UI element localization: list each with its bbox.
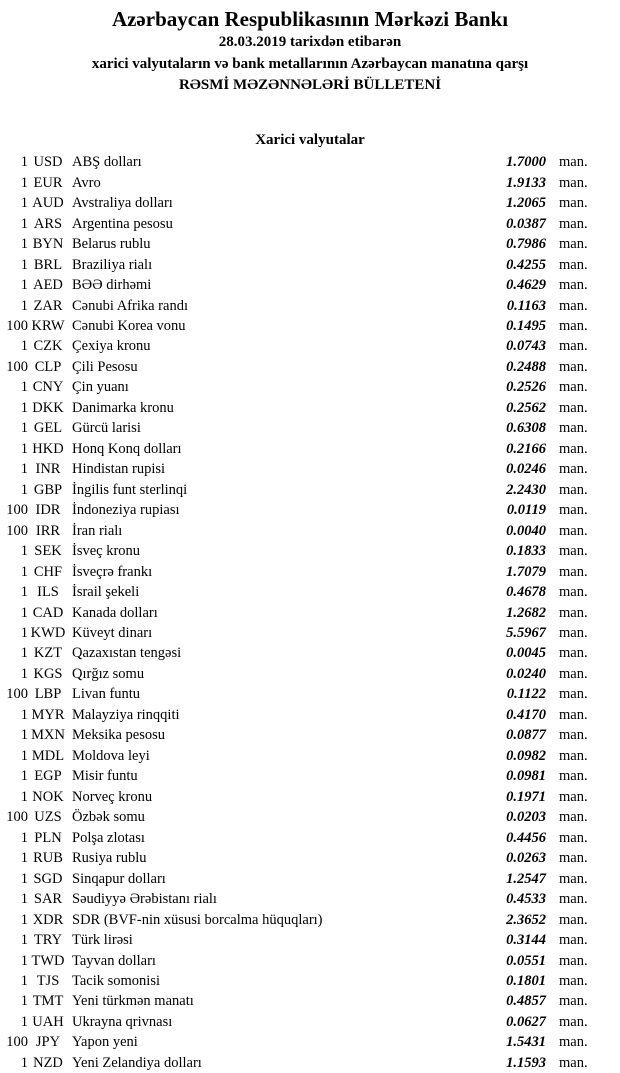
currency-code: AUD: [32, 195, 64, 212]
currency-name: Danimarka kronu: [72, 399, 174, 416]
currency-name: Avstraliya dolları: [72, 195, 173, 212]
currency-rate: 1.2547: [506, 870, 546, 887]
currency-quantity: 1: [20, 932, 28, 949]
currency-code: MDL: [31, 747, 65, 764]
unit-label: man.: [559, 747, 588, 764]
currency-row: [0, 193, 620, 213]
currency-name: Küveyt dinarı: [72, 625, 153, 642]
currency-code: MXN: [31, 727, 65, 744]
unit-label: man.: [559, 195, 588, 212]
currency-row: [0, 746, 620, 766]
currency-row: [0, 296, 620, 316]
currency-name: Çexiya kronu: [72, 338, 151, 355]
currency-code: CAD: [32, 604, 64, 621]
currency-name: Gürcü larisi: [72, 420, 141, 437]
currency-row: [0, 255, 620, 275]
currency-code: NOK: [32, 788, 64, 805]
unit-label: man.: [559, 788, 588, 805]
currency-name: Sinqapur dolları: [72, 870, 166, 887]
currency-rate: 0.4255: [506, 256, 546, 273]
currency-name: Yeni Zelandiya dolları: [72, 1054, 202, 1071]
unit-label: man.: [559, 850, 588, 867]
currency-row: [0, 623, 620, 643]
currency-rate: 1.1593: [506, 1054, 546, 1071]
unit-label: man.: [559, 481, 588, 498]
currency-row: [0, 910, 620, 930]
currency-rate: 0.2526: [506, 379, 546, 396]
currency-code: NZD: [33, 1054, 63, 1071]
currency-name: Norveç kronu: [72, 788, 153, 805]
currency-quantity: 1: [20, 829, 28, 846]
currency-code: GEL: [33, 420, 63, 437]
currency-row: [0, 930, 620, 950]
currency-rate: 0.4170: [506, 706, 546, 723]
currency-rate: 0.4533: [506, 891, 546, 908]
unit-label: man.: [559, 1054, 588, 1071]
currency-code: BRL: [33, 256, 63, 273]
currency-name: Hindistan rupisi: [72, 461, 166, 478]
currency-code: KRW: [31, 317, 65, 334]
currency-row: [0, 153, 620, 173]
currency-row: [0, 767, 620, 787]
bank-title: Azərbaycan Respublikasının Mərkəzi Bankı: [111, 7, 509, 31]
currency-rate: 0.0240: [506, 665, 546, 682]
currency-code: CZK: [33, 338, 63, 355]
currency-row: [0, 828, 620, 848]
currency-code: UZS: [34, 809, 62, 826]
currency-row: [0, 971, 620, 991]
currency-name: BƏƏ dirhəmi: [72, 277, 152, 294]
currency-quantity: 1: [20, 154, 28, 171]
currency-quantity: 1: [20, 195, 28, 212]
currency-quantity: 1: [20, 625, 28, 642]
currency-name: Avro: [72, 174, 101, 191]
currency-quantity: 1: [20, 604, 28, 621]
currency-row: [0, 316, 620, 336]
currency-rate: 0.0119: [506, 502, 546, 519]
currency-rate: 0.7986: [506, 236, 546, 253]
unit-label: man.: [559, 154, 588, 171]
currency-name: Səudiyyə Ərəbistanı rialı: [72, 891, 217, 908]
currency-rate: 1.2682: [506, 604, 546, 621]
currency-row: [0, 541, 620, 561]
currency-quantity: 1: [20, 481, 28, 498]
currency-row: [0, 234, 620, 254]
currency-quantity: 1: [20, 665, 28, 682]
unit-label: man.: [559, 256, 588, 273]
currency-code: SEK: [34, 543, 62, 560]
currency-code: DKK: [32, 399, 64, 416]
currency-rate: 0.0743: [506, 338, 546, 355]
currency-code: ARS: [33, 215, 63, 232]
unit-label: man.: [559, 317, 588, 334]
currency-quantity: 1: [20, 768, 28, 785]
currency-row: [0, 1053, 620, 1073]
currency-quantity: 1: [20, 727, 28, 744]
currency-code: TMT: [32, 993, 64, 1010]
unit-label: man.: [559, 338, 588, 355]
currency-row: [0, 705, 620, 725]
currency-name: Rusiya rublu: [72, 850, 147, 867]
currency-code: KZT: [33, 645, 63, 662]
currency-row: [0, 337, 620, 357]
currency-code: EUR: [33, 174, 63, 191]
currency-rate: 0.1495: [506, 317, 546, 334]
exchange-rates-table: [0, 153, 620, 1073]
currency-name: İngilis funt sterlinqi: [72, 481, 188, 498]
currency-rate: 0.4456: [506, 829, 546, 846]
currency-code: SGD: [33, 870, 63, 887]
unit-label: man.: [559, 829, 588, 846]
currency-rate: 0.0040: [506, 522, 546, 539]
currency-quantity: 1: [20, 850, 28, 867]
currency-code: TWD: [31, 952, 65, 969]
currency-quantity: 1: [20, 788, 28, 805]
currency-quantity: 1: [20, 645, 28, 662]
currency-row: [0, 398, 620, 418]
unit-label: man.: [559, 911, 588, 928]
currency-code: USD: [33, 154, 63, 171]
currency-rate: 0.0877: [506, 727, 546, 744]
currency-name: Argentina pesosu: [72, 215, 173, 232]
currency-row: [0, 275, 620, 295]
currency-name: Malayziya rinqqiti: [72, 706, 180, 723]
currency-row: [0, 603, 620, 623]
currency-name: Braziliya rialı: [72, 256, 153, 273]
currency-row: [0, 992, 620, 1012]
currency-code: EGP: [34, 768, 62, 785]
unit-label: man.: [559, 543, 588, 560]
currency-quantity: 1: [20, 440, 28, 457]
currency-row: [0, 869, 620, 889]
currency-rate: 0.6308: [506, 420, 546, 437]
unit-label: man.: [559, 174, 588, 191]
unit-label: man.: [559, 1013, 588, 1030]
currency-name: Tacik somonisi: [72, 972, 160, 989]
currency-quantity: 100: [6, 1034, 28, 1051]
unit-label: man.: [559, 563, 588, 580]
unit-label: man.: [559, 461, 588, 478]
currency-row: [0, 664, 620, 684]
currency-code: BYN: [32, 236, 64, 253]
currency-code: KGS: [33, 665, 63, 682]
currency-name: Cənubi Afrika randı: [72, 297, 188, 314]
currency-row: [0, 582, 620, 602]
unit-label: man.: [559, 297, 588, 314]
unit-label: man.: [559, 379, 588, 396]
currency-rate: 0.1801: [506, 972, 546, 989]
currency-row: [0, 848, 620, 868]
currency-quantity: 1: [20, 891, 28, 908]
currency-rate: 0.1971: [506, 788, 546, 805]
currency-rate: 0.0045: [506, 645, 546, 662]
currency-row: [0, 787, 620, 807]
bulletin-title: RƏSMİ MƏZƏNNƏLƏRİ BÜLLETENİ: [178, 77, 442, 93]
unit-label: man.: [559, 440, 588, 457]
currency-code: CHF: [33, 563, 63, 580]
currency-quantity: 1: [20, 706, 28, 723]
currency-code: PLN: [34, 829, 62, 846]
unit-label: man.: [559, 891, 588, 908]
unit-label: man.: [559, 686, 588, 703]
currency-quantity: 100: [6, 317, 28, 334]
currency-name: Kanada dolları: [72, 604, 158, 621]
currency-quantity: 1: [20, 236, 28, 253]
bulletin-subtitle: xarici valyutaların və bank metallarının Azərbaycan manatına qarşı: [91, 55, 529, 72]
currency-name: Cənubi Korea vonu: [72, 317, 186, 334]
currency-name: İsveç kronu: [72, 543, 141, 560]
currency-name: Belarus rublu: [72, 236, 151, 253]
currency-name: Honq Konq dolları: [72, 440, 182, 457]
currency-quantity: 100: [6, 809, 28, 826]
currency-code: HKD: [32, 440, 64, 457]
currency-code: MYR: [31, 706, 65, 723]
currency-code: GBP: [33, 481, 63, 498]
currency-quantity: 1: [20, 870, 28, 887]
unit-label: man.: [559, 625, 588, 642]
currency-rate: 0.1833: [506, 543, 546, 560]
currency-row: [0, 808, 620, 828]
currency-code: RUB: [33, 850, 63, 867]
currency-rate: 0.2488: [506, 358, 546, 375]
unit-label: man.: [559, 993, 588, 1010]
currency-name: Tayvan dolları: [72, 952, 156, 969]
currency-name: Meksika pesosu: [72, 727, 166, 744]
currency-code: UAH: [32, 1013, 64, 1030]
currency-row: [0, 500, 620, 520]
currency-name: Moldova leyi: [72, 747, 150, 764]
unit-label: man.: [559, 215, 588, 232]
unit-label: man.: [559, 727, 588, 744]
currency-code: IRR: [35, 522, 61, 539]
currency-rate: 0.2562: [506, 399, 546, 416]
currency-quantity: 100: [6, 686, 28, 703]
currency-rate: 0.1122: [506, 686, 546, 703]
currency-name: Çin yuanı: [72, 379, 129, 396]
currency-row: [0, 1033, 620, 1053]
currency-quantity: 100: [6, 522, 28, 539]
currency-quantity: 1: [20, 993, 28, 1010]
currency-quantity: 1: [20, 297, 28, 314]
effective-date-line: 28.03.2019 tarixdən etibarən: [218, 34, 402, 50]
currency-row: [0, 214, 620, 234]
currency-name: Yeni türkmən manatı: [72, 993, 194, 1010]
currency-quantity: 1: [20, 952, 28, 969]
currency-rate: 0.0203: [506, 809, 546, 826]
currency-quantity: 1: [20, 584, 28, 601]
currency-code: INR: [35, 461, 61, 478]
currency-rate: 1.9133: [506, 174, 546, 191]
currency-quantity: 1: [20, 277, 28, 294]
currency-row: [0, 419, 620, 439]
currency-row: [0, 644, 620, 664]
currency-name: İran rialı: [72, 522, 123, 539]
unit-label: man.: [559, 952, 588, 969]
currency-rate: 2.2430: [506, 481, 546, 498]
currency-name: Çili Pesosu: [72, 358, 138, 375]
currency-quantity: 1: [20, 215, 28, 232]
currency-rate: 0.3144: [506, 932, 546, 949]
unit-label: man.: [559, 604, 588, 621]
unit-label: man.: [559, 645, 588, 662]
currency-rate: 0.4629: [506, 277, 546, 294]
unit-label: man.: [559, 1034, 588, 1051]
currency-code: LBP: [34, 686, 62, 703]
unit-label: man.: [559, 809, 588, 826]
unit-label: man.: [559, 972, 588, 989]
currency-code: TJS: [36, 972, 60, 989]
currency-quantity: 1: [20, 1054, 28, 1071]
currency-quantity: 1: [20, 972, 28, 989]
currency-name: İsrail şekeli: [72, 584, 140, 601]
currency-row: [0, 951, 620, 971]
currency-row: [0, 521, 620, 541]
currency-row: [0, 480, 620, 500]
currency-quantity: 1: [20, 911, 28, 928]
currency-quantity: 1: [20, 420, 28, 437]
currency-quantity: 1: [20, 174, 28, 191]
currency-code: ZAR: [33, 297, 63, 314]
currency-rate: 0.2166: [506, 440, 546, 457]
unit-label: man.: [559, 420, 588, 437]
currency-rate: 0.0981: [506, 768, 546, 785]
currency-name: Yapon yeni: [72, 1034, 138, 1051]
currency-row: [0, 889, 620, 909]
currency-row: [0, 460, 620, 480]
currency-quantity: 1: [20, 563, 28, 580]
currency-row: [0, 562, 620, 582]
currency-rate: 1.5431: [506, 1034, 546, 1051]
currency-quantity: 1: [20, 338, 28, 355]
bulletin-header: [0, 0, 620, 97]
unit-label: man.: [559, 522, 588, 539]
unit-label: man.: [559, 236, 588, 253]
currency-rate: 0.0246: [506, 461, 546, 478]
unit-label: man.: [559, 665, 588, 682]
currency-name: Qırğız somu: [72, 665, 145, 682]
currency-row: [0, 685, 620, 705]
currency-name: Özbək somu: [72, 809, 145, 826]
currency-quantity: 1: [20, 1013, 28, 1030]
currency-quantity: 1: [20, 256, 28, 273]
currency-rate: 0.4857: [506, 993, 546, 1010]
currency-rate: 0.0263: [506, 850, 546, 867]
currency-rate: 1.2065: [506, 195, 546, 212]
unit-label: man.: [559, 502, 588, 519]
currency-name: Polşa zlotası: [72, 829, 145, 846]
unit-label: man.: [559, 706, 588, 723]
currency-rate: 0.1163: [506, 297, 546, 314]
currency-code: JPY: [35, 1034, 61, 1051]
unit-label: man.: [559, 932, 588, 949]
currency-quantity: 1: [20, 747, 28, 764]
currency-name: SDR (BVF-nin xüsusi borcalma hüquqları): [72, 911, 323, 928]
unit-label: man.: [559, 399, 588, 416]
currency-quantity: 100: [6, 358, 28, 375]
currency-quantity: 1: [20, 461, 28, 478]
currency-rate: 2.3652: [506, 911, 546, 928]
currency-rate: 0.0982: [506, 747, 546, 764]
currency-name: Ukrayna qrivnası: [72, 1013, 173, 1030]
currency-row: [0, 173, 620, 193]
currency-rate: 0.0387: [506, 215, 546, 232]
currency-row: [0, 726, 620, 746]
unit-label: man.: [559, 584, 588, 601]
currency-rate: 0.0627: [506, 1013, 546, 1030]
unit-label: man.: [559, 870, 588, 887]
unit-label: man.: [559, 768, 588, 785]
currency-rate: 0.0551: [506, 952, 546, 969]
currency-row: [0, 357, 620, 377]
currency-code: TRY: [33, 932, 63, 949]
currency-quantity: 1: [20, 379, 28, 396]
currency-code: ILS: [37, 584, 59, 601]
currency-code: CLP: [34, 358, 62, 375]
currency-quantity: 100: [6, 502, 28, 519]
section-title-foreign-currencies: Xarici valyutalar: [255, 131, 365, 148]
currency-name: Misir funtu: [72, 768, 138, 785]
currency-code: SAR: [33, 891, 63, 908]
currency-row: [0, 439, 620, 459]
currency-code: IDR: [35, 502, 61, 519]
currency-name: ABŞ dolları: [72, 154, 142, 171]
currency-name: İndoneziya rupiası: [72, 502, 180, 519]
currency-rate: 5.5967: [506, 625, 546, 642]
currency-code: AED: [33, 277, 63, 294]
currency-code: XDR: [32, 911, 64, 928]
currency-rate: 1.7079: [506, 563, 546, 580]
currency-quantity: 1: [20, 399, 28, 416]
currency-rate: 0.4678: [506, 584, 546, 601]
currency-row: [0, 378, 620, 398]
currency-quantity: 1: [20, 543, 28, 560]
currency-rate: 1.7000: [506, 154, 546, 171]
unit-label: man.: [559, 277, 588, 294]
currency-name: Türk lirəsi: [72, 932, 133, 949]
unit-label: man.: [559, 358, 588, 375]
currency-name: İsveçrə frankı: [72, 563, 153, 580]
currency-row: [0, 1012, 620, 1032]
currency-code: CNY: [32, 379, 64, 396]
currency-code: KWD: [30, 625, 66, 642]
currency-name: Livan funtu: [72, 686, 141, 703]
currency-name: Qazaxıstan tengəsi: [72, 645, 182, 662]
